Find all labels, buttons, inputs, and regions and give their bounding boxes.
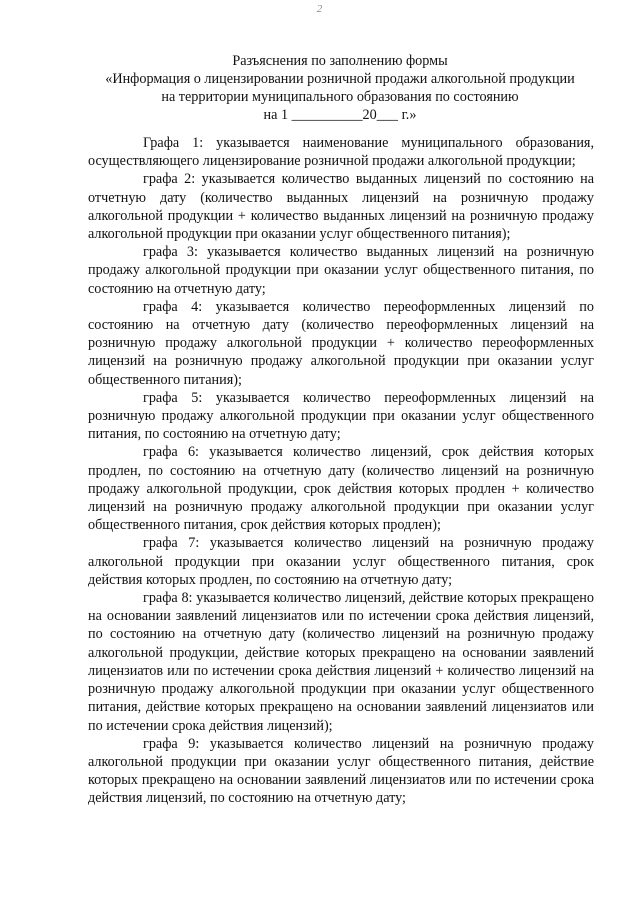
page-number: 2: [316, 3, 323, 15]
heading-line-4: на 1 __________20___ г.»: [263, 107, 417, 123]
heading-line-1: Разъяснения по заполнению формы: [232, 53, 448, 69]
paragraph-column-3: графа 3: указывается количество выданных лицензий на розничную продажу алкогольной продукции при оказании услуг общественного питания, по состоянию на отчетную дату;: [88, 244, 594, 297]
paragraph-column-1: Графа 1: указывается наименование муниципального образования, осуществляющего лицензирование розничной продажи алкогольной продукции;: [88, 135, 594, 170]
document-heading: [60, 52, 620, 124]
document-body: [88, 134, 594, 808]
paragraph-column-4: графа 4: указывается количество переоформленных лицензий по состоянию на отчетную дату (количество переоформленных лицензий на розничную продажу алкогольной продукции + количество переоформленных лицензий на розничную продажу алкогольной продукции при оказании услуг общественного питания);: [88, 298, 594, 388]
paragraph-column-2: графа 2: указывается количество выданных лицензий по состоянию на отчетную дату (количество выданных лицензий на розничную продажу алкогольной продукции + количество выданных лицензий на розничную продажу алкогольной продукции при оказании услуг общественного питания);: [88, 171, 594, 243]
paragraph-column-6: графа 6: указывается количество лицензий, срок действия которых продлен, по состоянию на отчетную дату (количество лицензий на розничную продажу алкогольной продукции, срок действия которых продлен + количество лицензий на розничную продажу алкогольной продукции при оказании услуг общественного питания, срок действия которых продлен);: [88, 444, 594, 534]
heading-line-2: «Информация о лицензировании розничной продажи алкогольной продукции: [105, 71, 575, 87]
paragraph-column-8: графа 8: указывается количество лицензий, действие которых прекращено на основании заявлений лицензиатов или по истечении срока действия лицензий, по состоянию на отчетную дату (количество лицензий на розничную продажу алкогольной продукции, действие которых прекращено на основании заявлений лицензиатов или по истечении срока действия лицензий + количество лицензий на розничную продажу алкогольной продукции при оказании услуг общественного питания, действие которых прекращено на основании заявлений лицензиатов или по истечении срока действия лицензий);: [88, 590, 594, 734]
paragraph-column-7: графа 7: указывается количество лицензий на розничную продажу алкогольной продукции при оказании услуг общественного питания, срок действия которых продлен, по состоянию на отчетную дату;: [88, 535, 594, 588]
paragraph-column-5: графа 5: указывается количество переоформленных лицензий на розничную продажу алкогольной продукции при оказании услуг общественного питания, по состоянию на отчетную дату;: [88, 389, 594, 443]
heading-line-3: на территории муниципального образования по состоянию: [161, 89, 519, 105]
paragraph-column-9: графа 9: указывается количество лицензий на розничную продажу алкогольной продукции при оказании услуг общественного питания, действие которых прекращено на основании заявлений лицензиатов или по истечении срока действия лицензий, по состоянию на отчетную дату;: [88, 735, 594, 807]
